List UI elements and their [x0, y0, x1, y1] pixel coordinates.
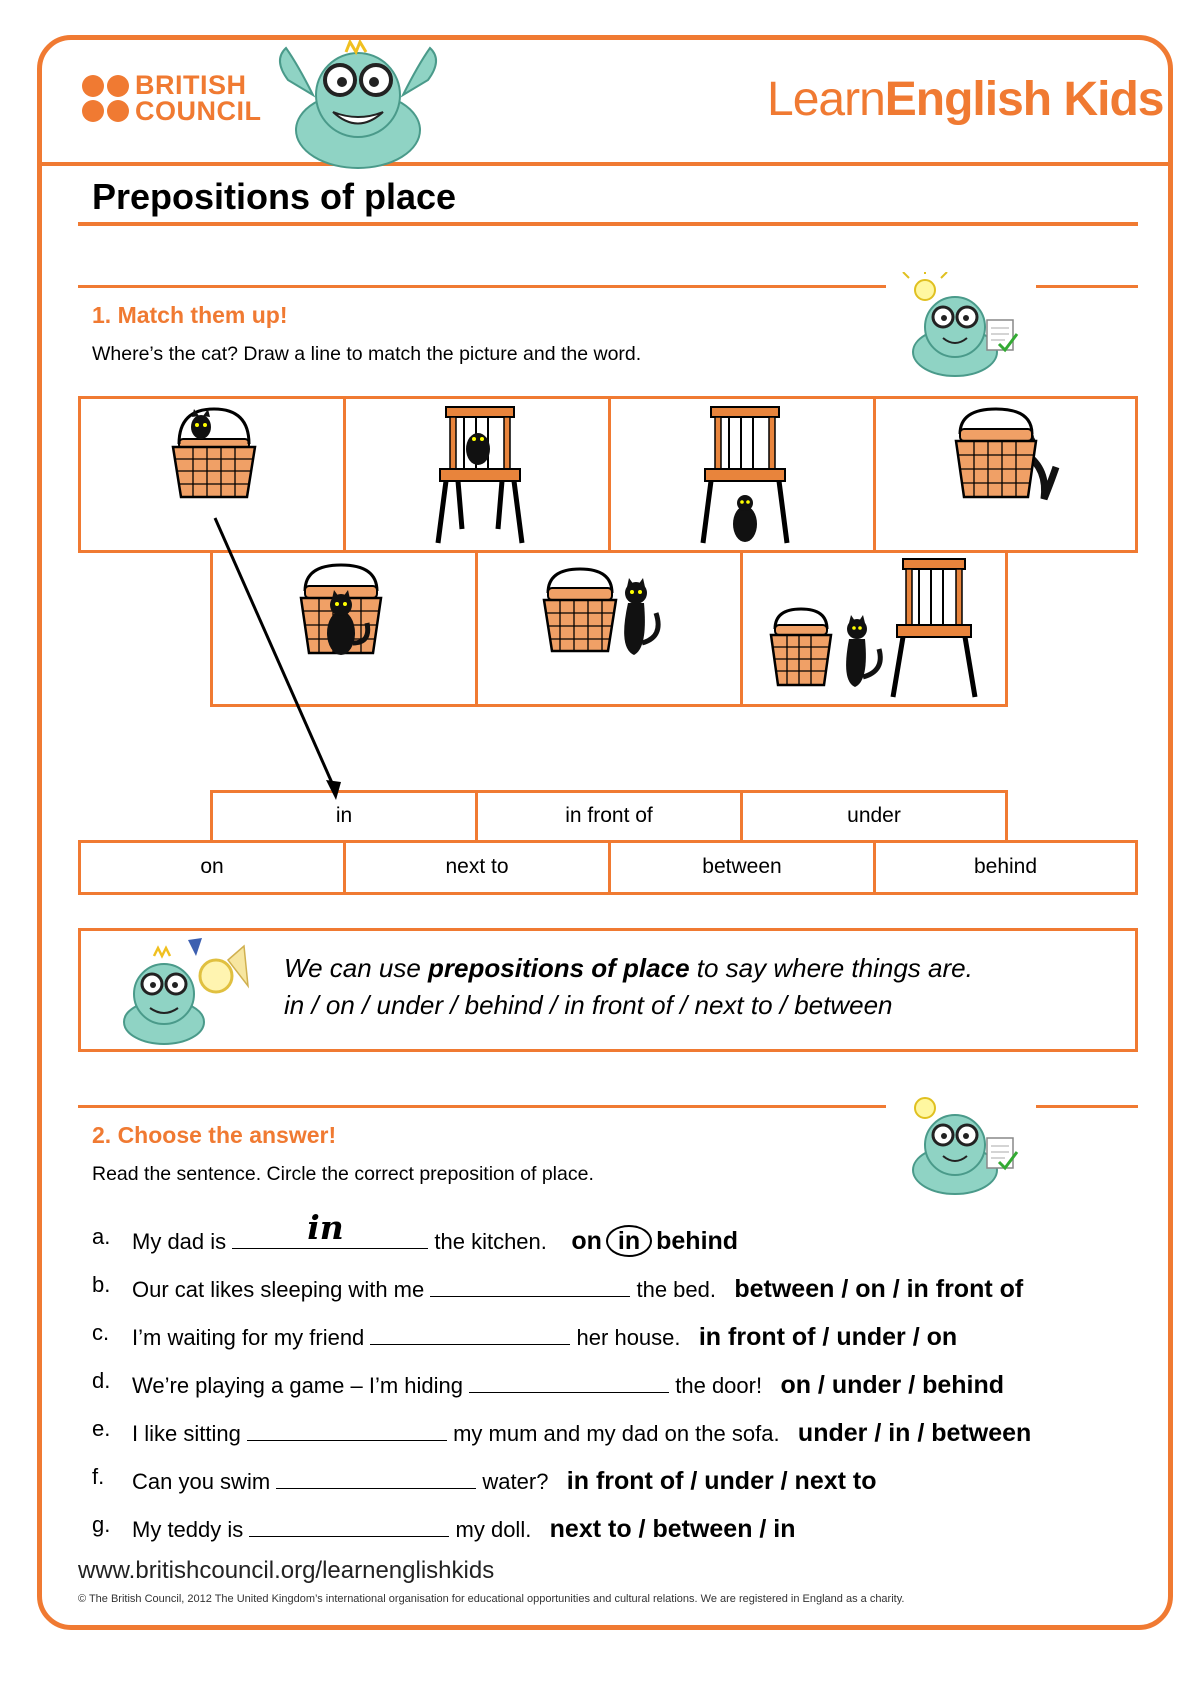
word-box-next-to[interactable]: next to [343, 840, 611, 895]
answer-blank[interactable] [469, 1368, 669, 1393]
section2-instruction: Read the sentence. Circle the correct preposition of place. [92, 1163, 594, 1185]
section2-rule-right [1036, 1105, 1138, 1108]
options[interactable]: between / on / in front of [734, 1275, 1024, 1303]
section1-heading: 1. Match them up! [92, 302, 288, 328]
answer-blank[interactable] [370, 1320, 570, 1345]
options[interactable]: on / under / behind [780, 1371, 1005, 1399]
word-box-between[interactable]: between [608, 840, 876, 895]
info-line-1: We can use prepositions of place to say where things are. [284, 953, 973, 983]
info-bold-term: prepositions of place [428, 953, 690, 983]
section2-heading: 2. Choose the answer! [92, 1122, 337, 1148]
brand-line-2: COUNCIL [135, 96, 262, 126]
thinking-mascot-2-icon [895, 1090, 1025, 1200]
answer-blank[interactable] [276, 1464, 476, 1489]
options[interactable]: in front of / under / on [698, 1323, 958, 1351]
option-on[interactable]: on [571, 1227, 602, 1255]
options[interactable]: next to / between / in [549, 1515, 796, 1543]
option-in-circled[interactable]: in [606, 1225, 652, 1257]
word-box-behind[interactable]: behind [873, 840, 1138, 895]
site-name-light: Learn [767, 73, 885, 126]
copyright-notice: © The British Council, 2012 The United Kingdom’s international organisation for educational opportunities and cultural relations. We are registered in England as a charity. [78, 1593, 905, 1605]
answer-blank[interactable] [430, 1272, 630, 1297]
word-box-in[interactable]: in [210, 790, 478, 843]
info-line-2: in / on / under / behind / in front of / next to / between [284, 990, 893, 1020]
answer-blank[interactable] [247, 1416, 447, 1441]
brand-line-1: BRITISH [135, 70, 247, 100]
footer-url-link[interactable]: www.britishcouncil.org/learnenglishkids [78, 1557, 495, 1584]
answer-blank[interactable] [232, 1208, 428, 1249]
info-mascot-icon [118, 936, 258, 1048]
answer-blank[interactable] [249, 1512, 449, 1537]
word-box-in-front-of[interactable]: in front of [475, 790, 743, 843]
option-behind[interactable]: behind [656, 1227, 739, 1255]
section1-instruction: Where’s the cat? Draw a line to match the picture and the word. [92, 343, 642, 365]
site-name-end: Kids [1063, 73, 1164, 126]
handwritten-answer: in [307, 1208, 344, 1247]
question-letter: a. [92, 1224, 111, 1249]
page-title: Prepositions of place [92, 176, 457, 217]
word-box-under[interactable]: under [740, 790, 1008, 843]
section2-rule [78, 1105, 886, 1108]
options[interactable]: in front of / under / next to [566, 1467, 877, 1495]
word-box-on[interactable]: on [78, 840, 346, 895]
options[interactable]: under / in / between [797, 1419, 1032, 1447]
site-name-bold: English [884, 73, 1052, 126]
